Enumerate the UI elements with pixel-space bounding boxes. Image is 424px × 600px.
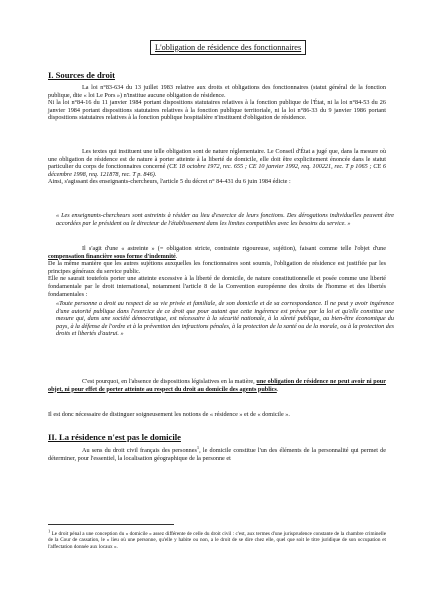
footnote (48, 528, 387, 550)
emphasis-compensation: compensation financière sous forme d'indemnité (48, 252, 176, 260)
paragraph-astreinte: Il s'agit d'une « astreinte » (= obligation stricte, contrainte rigoureuse, sujétion), faisant comme telle l'objet d'une compensation financière sous forme d'indemnité. (48, 245, 386, 260)
section-sources-distinction (48, 411, 386, 419)
paragraph-liberte-domicile: Elle ne saurait toutefois porter une atteinte excessive à la liberté de domicile, de nature constitutionnelle et posée comme une liberté fondamentale par le droit international, notamment l'article 8 de la Convention européenne des droits de l'homme et des libertés fondamentales : (48, 275, 386, 298)
document-title: L'obligation de résidence des fonctionnaires (150, 40, 306, 55)
section-sources-body (48, 84, 386, 122)
paragraph-nature-reglementaire (48, 148, 386, 178)
paragraph-principes-service-public: De la même manière que les autres sujétions auxquelles les fonctionnaires sont soumis, l'obligation de résidence est justifiée par les principes généraux du service public. (48, 260, 386, 275)
paragraph-enseignants-chercheurs: Ainsi, s'agissant des enseignants-chercheurs, l'article 5 du décret n° 84-431 du 6 juin 1984 édicte : (48, 178, 291, 186)
section-sources-astreinte (48, 245, 386, 298)
paragraph-absence-dispositions: C'est pourquoi, en l'absence de dispositions législatives en la matière, une obligation de résidence ne peut avoir ni pour objet, ni pour effet de porter atteinte au respect du droit au domicile des agents publics. (48, 378, 386, 393)
section-sources-conclusion (48, 378, 386, 393)
paragraph-loi-1983: La loi n°83-634 du 13 juillet 1983 relative aux droits et obligations des fonctionnaires (statut général de la fonction publique, dite « loi Le Pors ») n'institue aucune obligation de résidence. (48, 84, 386, 99)
paragraph-domicile-civil: Au sens du droit civil français des personnes$^1$, le domicile constitue l'un des éléments de la personnalité qui permet de déterminer, pour l'essentiel, la localisation géographique de la personne et (48, 444, 387, 462)
quote-decret-1984: « Les enseignants-chercheurs sont astreints à résider au lieu d'exercice de leurs fonctions. Des dérogations individuelles peuvent être accordées par le président ou le directeur de l'établissement dans les limites compatibles avec les besoins du service. » (56, 212, 394, 227)
paragraph-text: Il s'agit d'une « astreinte » (= obligation stricte, contrainte rigoureuse, sujétion), faisant comme telle l'objet d'une (82, 245, 386, 252)
section-sources-reglementaire (48, 148, 386, 186)
paragraph-lois-1984-1986: Ni la loi n°84-16 du 11 janvier 1984 portant dispositions statutaires relatives à la fonction publique de l'État, ni la loi n°84-53 du 26 janvier 1984 portant dispositions statutaires relatives à la fonction publique territoriale, ni la loi n°86-33 du 9 janvier 1986 portant dispositions statutaires relatives à la fonction publique hospitalière n'instituent d'obligation de résidence. (48, 99, 386, 122)
footnote-reference[interactable]: 1 (196, 444, 200, 450)
footnote-mark: 1 (48, 528, 51, 534)
section-heading-residence: II. La résidence n'est pas le domicile (48, 432, 181, 442)
emphasis-obligation-residence: une obligation de résidence ne peut avoir ni pour objet, ni pour effet de porter atteinte au respect du droit au domicile des agents publics (48, 378, 386, 393)
section-residence-body (48, 444, 387, 462)
footnote-separator (48, 524, 174, 525)
jurisprudence-citation: (CE 18 octobre 1972, rec. 655 ; CE 10 janvier 1992, req. 100221, rec. T p 1065 ; CE 6 décembre 1998, req. 121878, rec. T p. 846). (48, 163, 387, 178)
paragraph-text: Au sens du droit civil français des personnes (82, 447, 197, 454)
paragraph-text: Les textes qui instituent une telle obligation sont de nature réglementaire. Le Conseil d'État a jugé que, dans la mesure où une obligation de résidence est de nature à porter atteinte à la liberté de domicile, elle doit être explicitement énoncée dans le statut particulier du corps de fonctionnaires concerné (48, 148, 386, 171)
paragraph-distinction: Il est donc nécessaire de distinguer soigneusement les notions de « résidence » et de « domicile ». (48, 411, 290, 418)
section-heading-sources: I. Sources de droit (48, 70, 116, 80)
footnote-text: Le droit pénal a une conception du « domicile » assez différente de celle du droit civil : c'est, aux termes d'une jurisprudence constante de la chambre criminelle de la Cour de cassation, le « lieu où une personne, qu'elle y habite ou non, a le droit de se dire chez elle, quel que soit le titre juridique de son occupation et l'affectation donnée aux locaux ». (48, 531, 387, 550)
paragraph-text: C'est pourquoi, en l'absence de dispositions législatives en la matière, (82, 378, 255, 385)
quote-cedh-article-8: «Toute personne a droit au respect de sa vie privée et familiale, de son domicile et de sa correspondance. Il ne peut y avoir ingérence d'une autorité publique dans l'exercice de ce droit que pour autant que cette ingérence est prévue par la loi et qu'elle constitue une mesure qui, dans une société démocratique, est nécessaire à la sécurité nationale, à la sûreté publique, au bien-être économique du pays, à la défense de l'ordre et à la prévention des infractions pénales, à la protection de la santé ou de la morale, ou à la protection des droits et libertés d'autrui. » (56, 300, 394, 338)
